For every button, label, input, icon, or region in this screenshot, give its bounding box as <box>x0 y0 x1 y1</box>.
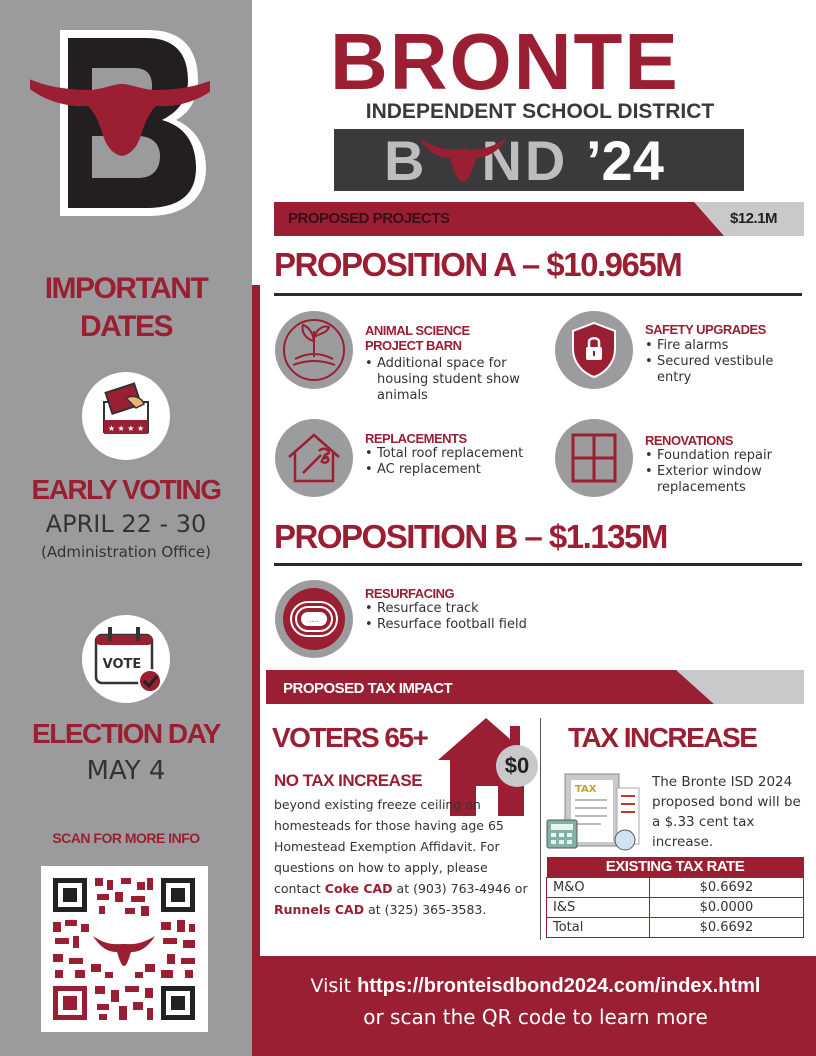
bullet: • Resurface track <box>365 601 565 617</box>
footer-visit-line: Visit https://bronteisdbond2024.com/index.html <box>310 975 761 997</box>
projects-banner-label: PROPOSED PROJECTS <box>288 210 450 227</box>
table-row <box>547 877 804 897</box>
district-subtitle: INDEPENDENT SCHOOL DISTRICT <box>365 100 715 123</box>
district-title: BRONTE <box>330 17 680 106</box>
longhorn-o-icon <box>420 132 506 190</box>
track-icon <box>275 580 353 658</box>
bullet: • Total roof replacement <box>365 446 545 462</box>
bullet: • AC replacement <box>365 462 545 478</box>
column-divider <box>540 718 541 940</box>
project-bullets-resurfacing <box>365 601 565 633</box>
bullet: • Foundation repair <box>645 448 805 464</box>
table-cell: $0.6692 <box>649 877 803 897</box>
tax-document-icon <box>545 770 645 852</box>
bullet: • Fire alarms <box>645 338 795 354</box>
zero-badge: $0 <box>496 745 538 787</box>
project-bullets-animal-science <box>365 356 545 404</box>
early-voting-dates: APRIL 22 - 30 <box>45 510 207 538</box>
bond-year: ’24 <box>586 129 664 192</box>
project-title-replacements: REPLACEMENTS <box>365 431 467 446</box>
svg-text:TAX: TAX <box>575 784 597 795</box>
svg-text:VOTE: VOTE <box>102 657 142 672</box>
table-cell: I&S <box>547 897 650 917</box>
project-bullets-replacements <box>365 446 545 478</box>
vote-calendar-icon <box>82 615 170 703</box>
longhorn-b-logo <box>30 28 210 218</box>
project-bullets-safety <box>645 338 795 386</box>
plant-sun-icon <box>275 311 353 389</box>
early-voting-location: (Administration Office) <box>40 543 212 561</box>
window-icon <box>555 419 633 497</box>
project-title-renovations: RENOVATIONS <box>645 433 733 448</box>
tax-table-title: EXISTING TAX RATE <box>547 857 804 877</box>
table-cell: $0.0000 <box>649 897 803 917</box>
bullet: • Additional space for housing student show animals <box>365 356 545 404</box>
table-row <box>547 897 804 917</box>
website-link[interactable]: https://bronteisdbond2024.com/index.html <box>357 975 761 997</box>
project-bullets-renovations <box>645 448 805 496</box>
table-row <box>547 917 804 937</box>
tax-banner-label: PROPOSED TAX IMPACT <box>283 680 453 697</box>
divider <box>252 0 260 1056</box>
qr-code[interactable] <box>41 866 208 1032</box>
project-title-resurfacing: RESURFACING <box>365 586 455 601</box>
scan-label: SCAN FOR MORE INFO <box>52 830 200 846</box>
ballot-box-icon <box>82 372 170 460</box>
bond-word: B ND <box>384 129 569 192</box>
early-voting-label: EARLY VOTING <box>31 474 221 505</box>
bullet: • Resurface football field <box>365 617 565 633</box>
voters-text: beyond existing freeze ceiling on homesteads for those having age 65 Homestead Exemption Affidavit. For questions on how to apply, please contact Coke CAD at (903) 763-4946 or Runnels CAD at (325) 365-3583. <box>274 797 528 917</box>
voters-heading: VOTERS 65+ <box>272 722 428 753</box>
bullet: • Secured vestibule entry <box>645 354 795 386</box>
important-dates-heading: IMPORTANT DATES <box>44 272 208 343</box>
shield-lock-icon <box>555 311 633 389</box>
no-tax-increase-heading: NO TAX INCREASE <box>274 771 423 790</box>
table-cell: M&O <box>547 877 650 897</box>
tax-increase-heading: TAX INCREASE <box>568 722 757 753</box>
table-cell: $0.6692 <box>649 917 803 937</box>
tax-rate-table <box>546 857 804 938</box>
election-day-date: MAY 4 <box>86 756 166 786</box>
project-title-safety: SAFETY UPGRADES <box>645 322 766 337</box>
svg-text:....: .... <box>309 616 319 624</box>
coke-cad-link[interactable]: Coke CAD <box>324 881 393 896</box>
proposition-b-title: PROPOSITION B – $1.135M <box>274 518 667 555</box>
table-cell: Total <box>547 917 650 937</box>
election-day-label: ELECTION DAY <box>32 718 220 749</box>
house-wrench-icon <box>275 419 353 497</box>
runnels-cad-link[interactable]: Runnels CAD <box>274 902 365 917</box>
projects-total: $12.1M <box>730 210 778 227</box>
proposition-a-rule <box>274 293 802 296</box>
proposition-a-title: PROPOSITION A – $10.965M <box>274 246 682 283</box>
svg-text:★ ★ ★ ★: ★ ★ ★ ★ <box>107 424 145 433</box>
project-title-animal-science: ANIMAL SCIENCE PROJECT BARN <box>365 323 470 353</box>
footer-qr-line: or scan the QR code to learn more <box>363 1005 708 1029</box>
proposition-b-rule <box>274 563 802 566</box>
tax-increase-text: The Bronte ISD 2024 proposed bond will be a $.33 cent tax increase. <box>652 774 801 850</box>
bullet: • Exterior window replacements <box>645 464 805 496</box>
